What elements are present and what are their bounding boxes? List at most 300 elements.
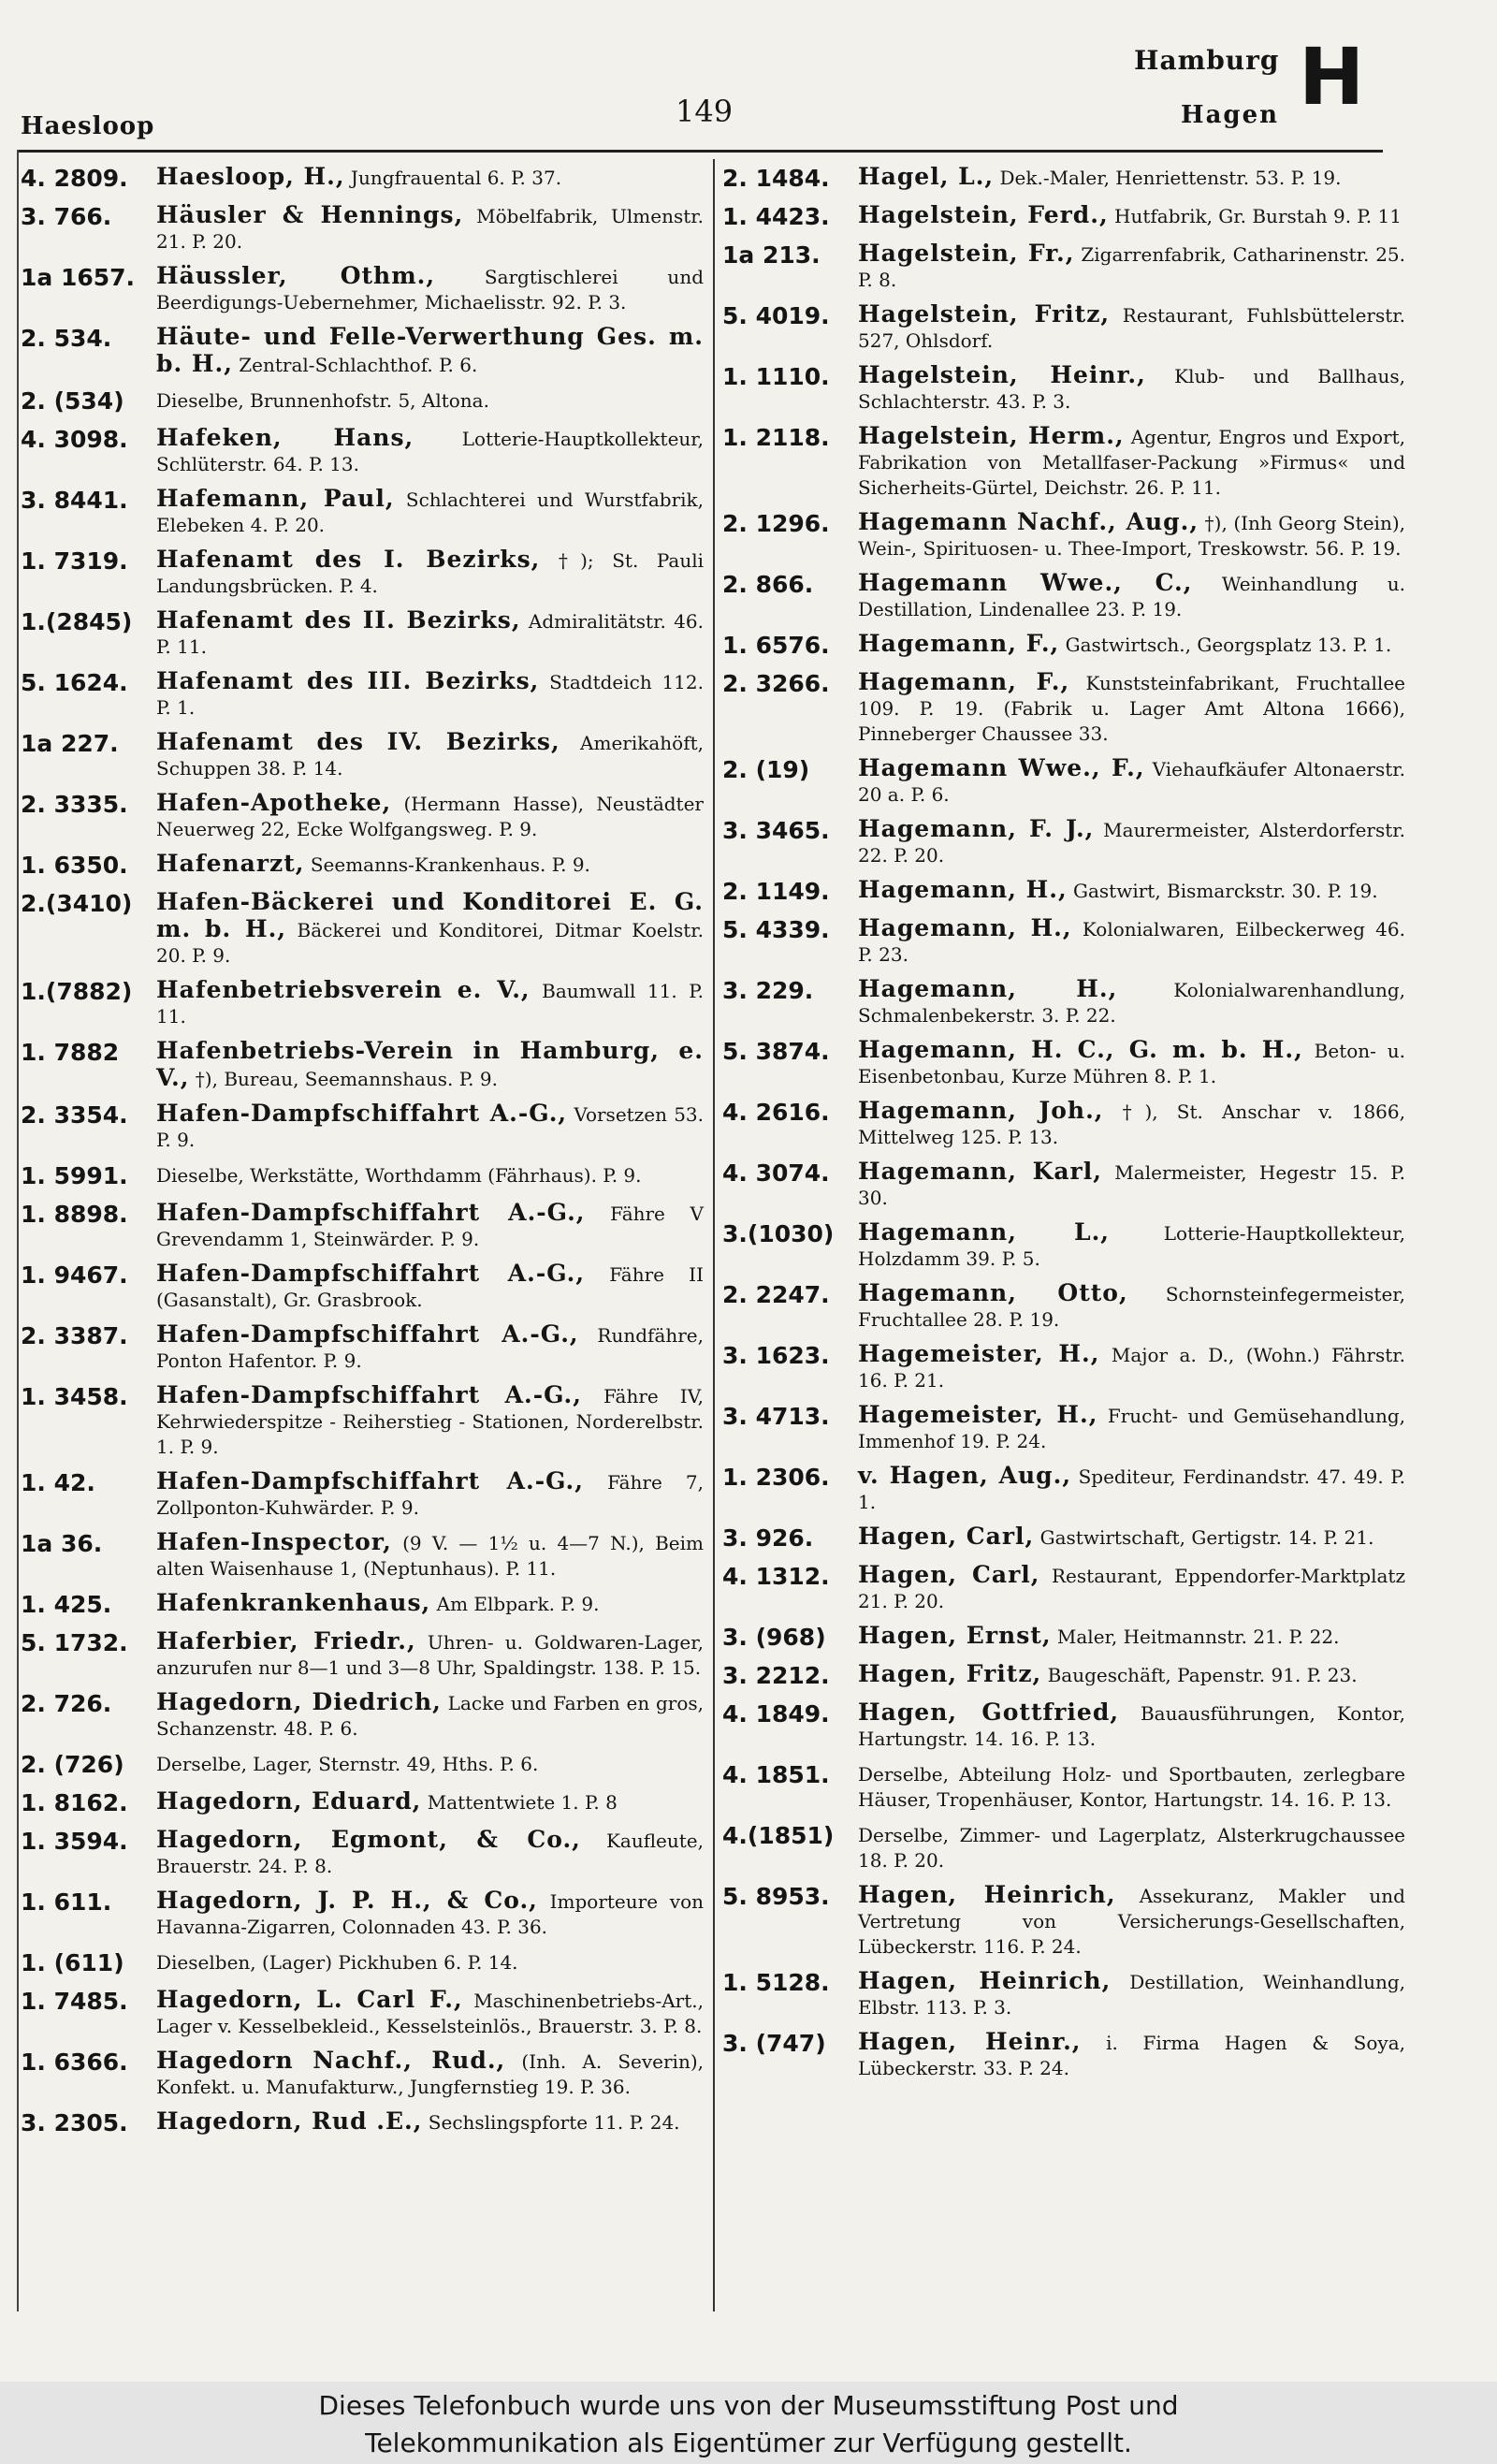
subscriber-details: Gastwirtsch., Georgsplatz 13. P. 1. (1059, 634, 1392, 656)
entry-text (858, 976, 1405, 1028)
subscriber-name: Hagelstein, Fr., (858, 240, 1075, 267)
subscriber-name: Hagedorn, Eduard, (156, 1787, 422, 1815)
phone-number: 2. 3266. (722, 670, 830, 697)
phone-number: 5. 8953. (722, 1883, 830, 1910)
header-last-entry: Hagen (1181, 101, 1280, 129)
directory-entry (21, 2048, 704, 2100)
phone-number: 4. 2616. (722, 1099, 830, 1126)
subscriber-details: Mattentwiete 1. P. 8 (421, 1791, 618, 1814)
phone-number: 4.(1851) (722, 1822, 835, 1849)
entry-text (156, 2108, 704, 2136)
entry-text (156, 1788, 704, 1815)
subscriber-name: Hagen, Gottfried, (858, 1699, 1120, 1726)
footer-notice (0, 2382, 1497, 2464)
directory-entry (21, 1161, 704, 1191)
directory-entry (722, 362, 1405, 415)
subscriber-name: Hafen-Apotheke, (156, 789, 392, 816)
entry-text (156, 386, 704, 414)
header-first-entry: Haesloop (21, 112, 155, 140)
directory-entry (722, 631, 1405, 661)
phone-number: 1. (611) (21, 1949, 124, 1976)
phone-number: 4. 1851. (722, 1761, 830, 1788)
subscriber-details: †), (Inh Georg Stein), Wein-, Spirituosen- u. Thee-Import, Treskowstr. 56. P. 19. (858, 512, 1405, 560)
directory-entry (21, 1750, 704, 1780)
subscriber-details: Klub- und Ballhaus, Schlachterstr. 43. P. 3. (858, 365, 1405, 413)
phone-number: 1a 227. (21, 730, 119, 757)
directory-entry (722, 1882, 1405, 1960)
entry-text (156, 1529, 704, 1582)
subscriber-name: Hagemann, F., (858, 630, 1060, 657)
entry-text (156, 164, 704, 191)
entry-text (156, 1468, 704, 1521)
subscriber-name: Hafen-Dampfschiffahrt A.-G., (156, 1199, 586, 1226)
entry-text (858, 301, 1405, 354)
entry-text (858, 1341, 1405, 1393)
phone-number: 1a 213. (722, 241, 821, 269)
entry-text (156, 1827, 704, 1879)
subscriber-name: Hagemann, Joh., (858, 1097, 1104, 1124)
entry-text (156, 486, 704, 538)
entry-text (858, 1037, 1405, 1089)
subscriber-details: Maurermeister, Alsterdorferstr. 22. P. 20. (858, 819, 1405, 867)
directory-entry (722, 1280, 1405, 1333)
directory-entry (21, 263, 704, 315)
entry-text (156, 1750, 704, 1777)
entry-text (156, 729, 704, 781)
subscriber-details: Kaufleute, Brauerstr. 24. P. 8. (156, 1830, 704, 1877)
subscriber-details: Hutfabrik, Gr. Burstah 9. P. 11 (1108, 205, 1402, 227)
directory-entry (21, 1628, 704, 1681)
phone-number: 2.(3410) (21, 890, 133, 917)
subscriber-name: Hafenamt des I. Bezirks, (156, 546, 541, 573)
subscriber-name: Hagen, Heinrich, (858, 1967, 1112, 1994)
subscriber-details: (9 V. — 1½ u. 4—7 N.), Beim alten Waisenhause 1, (Neptunhaus). P. 11. (156, 1532, 704, 1580)
directory-entry (21, 851, 704, 881)
subscriber-name: Hafen-Bäckerei und Konditorei E. G. m. b. H., (156, 888, 704, 942)
entry-text (156, 547, 704, 599)
phone-number: 3. (968) (722, 1624, 826, 1651)
phone-number: 1a 36. (21, 1530, 103, 1557)
subscriber-name: Hagen, Carl, (858, 1561, 1040, 1588)
entry-text (156, 1590, 704, 1617)
entry-text (858, 509, 1405, 561)
directory-entry (21, 668, 704, 721)
directory-entry (21, 164, 704, 194)
phone-number: 2. 3335. (21, 791, 128, 818)
entry-text (858, 1159, 1405, 1211)
directory-entry (722, 1821, 1405, 1874)
subscriber-name: Hagedorn, Rud .E., (156, 2107, 423, 2135)
subscriber-details: †), Bureau, Seemannshaus. P. 9. (189, 1068, 498, 1090)
directory-entry (21, 486, 704, 538)
subscriber-details: Agentur, Engros und Export, Fabrikation von Metallfaser-Packung »Firmus« und Sicherheits-Gürtel, Deichstr. 26. P. 11. (858, 426, 1406, 499)
subscriber-details: Spediteur, Ferdinandstr. 47. 49. P. 1. (858, 1465, 1405, 1513)
subscriber-name: Hafenamt des II. Bezirks, (156, 606, 521, 634)
subscriber-details: Importeure von Havanna-Zigarren, Colonnaden 43. P. 36. (156, 1890, 704, 1938)
header-city: Hamburg (1134, 45, 1280, 76)
phone-number: 2. (534) (21, 387, 124, 415)
subscriber-name: Hagelstein, Heinr., (858, 361, 1146, 388)
subscriber-details: i. Firma Hagen & Soya, Lübeckerstr. 33. P. 24. (858, 2032, 1405, 2079)
phone-number: 1. 42. (21, 1469, 95, 1496)
entry-text (858, 241, 1405, 293)
subscriber-details: Zigarrenfabrik, Catharinenstr. 25. P. 8. (858, 243, 1406, 291)
left-column (21, 164, 704, 2147)
entry-text (858, 1524, 1405, 1551)
subscriber-name: Hagelstein, Fritz, (858, 300, 1111, 328)
entry-text (858, 570, 1405, 622)
directory-entry (21, 607, 704, 660)
entry-text (858, 631, 1405, 658)
entry-text (858, 1882, 1405, 1960)
phone-number: 4. 1849. (722, 1700, 830, 1728)
subscriber-name: Hagedorn, Diedrich, (156, 1688, 442, 1715)
entry-text (156, 1382, 704, 1460)
directory-entry (722, 1402, 1405, 1454)
phone-number: 1. 8162. (21, 1789, 128, 1816)
directory-entry (21, 324, 704, 378)
directory-entry (21, 1888, 704, 1940)
entry-text (858, 202, 1405, 229)
subscriber-name: Hafenbetriebsverein e. V., (156, 976, 530, 1003)
subscriber-details: Beton- u. Eisenbetonbau, Kurze Mühren 8. P. 1. (858, 1040, 1405, 1087)
entry-text (858, 1219, 1405, 1272)
subscriber-name: Häute- und Felle-Verwerthung Ges. m. b. H., (156, 323, 704, 377)
phone-number: 1. 7319. (21, 547, 128, 575)
phone-number: 2. 3387. (21, 1322, 128, 1349)
directory-entry (722, 816, 1405, 868)
subscriber-name: Hafen-Dampfschiffahrt A.-G., (156, 1260, 586, 1287)
directory-entry (21, 1101, 704, 1153)
subscriber-details: Möbelfabrik, Ulmenstr. 21. P. 20. (156, 205, 704, 253)
phone-number: 1. 7485. (21, 1988, 128, 2015)
subscriber-name: Hagemann, L., (858, 1218, 1110, 1246)
subscriber-details: Baumwall 11. P. 11. (156, 980, 704, 1028)
directory-entry (722, 164, 1405, 194)
subscriber-name: Hafen-Dampfschiffahrt A.-G., (156, 1467, 584, 1494)
directory-entry (722, 1341, 1405, 1393)
phone-number: 1.(2845) (21, 608, 133, 635)
directory-entry (21, 1468, 704, 1521)
subscriber-details: Assekuranz, Makler und Vertretung von Versicherungs-Gesellschaften, Lübeckerstr. 116. P. 24. (858, 1885, 1405, 1958)
subscriber-name: Hagen, Fritz, (858, 1660, 1042, 1687)
phone-number: 4. 3098. (21, 426, 128, 453)
phone-number: 5. 4019. (722, 302, 830, 329)
directory-entry (722, 1463, 1405, 1515)
subscriber-name: Hafen-Dampfschiffahrt A.-G., (156, 1320, 579, 1348)
subscriber-name: Hafenamt des IV. Bezirks, (156, 728, 560, 755)
subscriber-details: Rundfähre, Ponton Hafentor. P. 9. (156, 1324, 704, 1372)
subscriber-details: Vorsetzen 53. P. 9. (156, 1103, 705, 1151)
directory-entry (722, 1623, 1405, 1653)
entry-text (156, 1261, 704, 1313)
subscriber-details: Fähre II (Gasanstalt), Gr. Grasbrook. (156, 1263, 704, 1311)
directory-entry (722, 241, 1405, 293)
entry-text (156, 202, 704, 255)
subscriber-name: Hagemann Nachf., Aug., (858, 508, 1199, 535)
subscriber-name: Hagemann, Otto, (858, 1279, 1128, 1306)
subscriber-name: Hagen, Ernst, (858, 1622, 1052, 1649)
directory-entry (21, 425, 704, 477)
subscriber-details: Dieselbe, Werkstätte, Worthdamm (Fährhaus). P. 9. (156, 1164, 642, 1187)
entry-text (156, 1628, 704, 1681)
phone-number: 5. 3874. (722, 1038, 830, 1065)
entry-text (156, 1321, 704, 1374)
subscriber-details: Destillation, Weinhandlung, Elbstr. 113. P. 3. (858, 1971, 1406, 2019)
entry-text (156, 1888, 704, 1940)
entry-text (858, 1562, 1405, 1614)
header-rule (17, 150, 1383, 153)
subscriber-details: Gastwirtschaft, Gertigstr. 14. P. 21. (1034, 1526, 1374, 1549)
subscriber-name: Hafenarzt, (156, 850, 305, 877)
subscriber-details: Restaurant, Fuhlsbüttelerstr. 527, Ohlsdorf. (858, 304, 1405, 352)
subscriber-name: Hagemann, Karl, (858, 1158, 1102, 1185)
subscriber-name: Hagedorn, Egmont, & Co., (156, 1826, 581, 1853)
directory-entry (722, 877, 1405, 907)
directory-entry (722, 202, 1405, 232)
phone-number: 1. 5128. (722, 1969, 830, 1996)
subscriber-details: Kolonialwarenhandlung, Schmalenbekerstr. 3. P. 22. (858, 979, 1405, 1027)
subscriber-details: Restaurant, Eppendorfer-Marktplatz 21. P. 20. (858, 1565, 1405, 1612)
phone-number: 5. 4339. (722, 916, 830, 943)
entry-text (858, 755, 1405, 808)
left-border-rule (17, 150, 19, 2311)
directory-entry (21, 547, 704, 599)
footer-line-2: Telekommunikation als Eigentümer zur Verfügung gestellt. (365, 2428, 1132, 2458)
subscriber-details: Gastwirt, Bismarckstr. 30. P. 19. (1067, 880, 1378, 902)
subscriber-name: Hagen, Heinrich, (858, 1881, 1116, 1908)
phone-number: 4. 2809. (21, 165, 128, 192)
subscriber-name: Hafenamt des III. Bezirks, (156, 667, 540, 694)
subscriber-details: Sechslingspforte 11. P. 24. (422, 2111, 680, 2134)
directory-entry (722, 755, 1405, 808)
subscriber-details: Zentral-Schlachthof. P. 6. (232, 354, 478, 376)
footer-line-1: Dieses Telefonbuch wurde uns von der Museumsstiftung Post und (318, 2390, 1179, 2421)
directory-entry (722, 1524, 1405, 1553)
entry-text (156, 1987, 704, 2039)
section-letter: H (1299, 31, 1365, 123)
phone-number: 2. (726) (21, 1751, 124, 1778)
subscriber-name: Hagel, L., (858, 163, 995, 190)
subscriber-details: Lacke und Farben en gros, Schanzenstr. 48. P. 6. (156, 1692, 705, 1740)
directory-entry (21, 1590, 704, 1620)
subscriber-details: Weinhandlung u. Destillation, Lindenallee 23. P. 19. (858, 573, 1405, 620)
directory-entry (722, 1661, 1405, 1691)
phone-number: 3. 229. (722, 977, 814, 1004)
subscriber-details: †); St. Pauli Landungsbrücken. P. 4. (156, 549, 704, 597)
directory-entry (21, 1038, 704, 1092)
directory-entry (722, 1037, 1405, 1089)
subscriber-name: Hagemann, F. J., (858, 815, 1095, 842)
subscriber-name: Haferbier, Friedr., (156, 1627, 416, 1655)
subscriber-details: Malermeister, Hegestr 15. P. 30. (858, 1161, 1406, 1209)
subscriber-details: Derselbe, Abteilung Holz- und Sportbauten, zerlegbare Häuser, Tropenhäuser, Kontor, Hartungstr. 14. 16. P. 13. (858, 1763, 1405, 1811)
subscriber-details: Kunststeinfabrikant, Fruchtallee 109. P. 19. (Fabrik u. Lager Amt Altona 1666), Pinneberger Chaussee 33. (858, 672, 1405, 745)
directory-entry (21, 1948, 704, 1978)
directory-entry (722, 1159, 1405, 1211)
directory-entry (21, 889, 704, 969)
entry-text (156, 1689, 704, 1742)
directory-entry (722, 570, 1405, 622)
directory-entry (722, 1699, 1405, 1752)
subscriber-name: Haesloop, H., (156, 163, 345, 190)
entry-text (156, 263, 704, 315)
phone-number: 3. 2212. (722, 1662, 830, 1689)
entry-text (858, 1760, 1405, 1813)
subscriber-details: Baugeschäft, Papenstr. 91. P. 23. (1041, 1664, 1358, 1686)
subscriber-name: Hagemann Wwe., F., (858, 754, 1145, 781)
phone-number: 1. 8898. (21, 1201, 128, 1228)
subscriber-name: Hagemeister, H., (858, 1340, 1100, 1367)
subscriber-details: Maschinenbetriebs-Art., Lager v. Kesselbekleid., Kesselsteinlös., Brauerstr. 3. P. 8. (156, 1990, 704, 2037)
subscriber-details: Derselbe, Lager, Sternstr. 49, Hths. P. 6. (156, 1753, 539, 1775)
directory-entry (21, 1321, 704, 1374)
subscriber-details: Uhren- u. Goldwaren-Lager, anzurufen nur 8—1 und 3—8 Uhr, Spaldingstr. 138. P. 15. (156, 1631, 704, 1679)
entry-text (858, 669, 1405, 747)
entry-text (858, 1098, 1405, 1150)
subscriber-details: Dieselben, (Lager) Pickhuben 6. P. 14. (156, 1951, 518, 1974)
phone-number: 4. 1312. (722, 1563, 830, 1590)
phone-number: 2. 866. (722, 571, 814, 598)
entry-text (156, 425, 704, 477)
phone-number: 1. 2118. (722, 424, 830, 451)
directory-entry (21, 202, 704, 255)
entry-text (858, 915, 1405, 968)
subscriber-details: Dieselbe, Brunnenhofstr. 5, Altona. (156, 389, 489, 412)
entry-text (858, 816, 1405, 868)
phone-number: 1. 611. (21, 1888, 112, 1916)
phone-number: 1. 4423. (722, 203, 830, 230)
subscriber-details: Frucht- und Gemüsehandlung, Immenhof 19. P. 24. (858, 1405, 1405, 1452)
subscriber-details: Derselbe, Zimmer- und Lagerplatz, Alsterkrugchaussee 18. P. 20. (858, 1824, 1405, 1872)
entry-text (156, 977, 704, 1029)
entry-text (156, 889, 704, 969)
directory-entry (722, 423, 1405, 501)
phone-number: 1. 2306. (722, 1464, 830, 1491)
subscriber-details: Maler, Heitmannstr. 21. P. 22. (1051, 1626, 1340, 1648)
entry-text (156, 1200, 704, 1252)
phone-number: 2. 3354. (21, 1101, 128, 1129)
phone-number: 1. 425. (21, 1591, 112, 1618)
directory-entry (21, 1261, 704, 1313)
phone-number: 3. 1623. (722, 1342, 830, 1369)
subscriber-details: Schornsteinfegermeister, Fruchtallee 28. P. 19. (858, 1283, 1405, 1331)
phone-number: 3. 766. (21, 203, 112, 230)
directory-entry (722, 1219, 1405, 1272)
subscriber-details: Kolonialwaren, Eilbeckerweg 46. P. 23. (858, 918, 1405, 966)
subscriber-name: Hagemann, H., (858, 876, 1068, 903)
subscriber-details: Fähre V Grevendamm 1, Steinwärder. P. 9. (156, 1203, 704, 1250)
directory-entry (722, 1098, 1405, 1150)
subscriber-details: Seemanns-Krankenhaus. P. 9. (304, 853, 590, 876)
phone-number: 3.(1030) (722, 1220, 835, 1247)
subscriber-details: Am Elbpark. P. 9. (430, 1593, 600, 1615)
subscriber-name: Hafenbetriebs-Verein in Hamburg, e. V., (156, 1037, 704, 1091)
directory-entry (21, 1827, 704, 1879)
phone-number: 3. 2305. (21, 2109, 128, 2136)
directory-entry (21, 1529, 704, 1582)
subscriber-details: (Inh. A. Severin), Konfekt. u. Manufakturw., Jungfernstieg 19. P. 36. (156, 2050, 704, 2098)
subscriber-name: Hagedorn Nachf., Rud., (156, 2047, 506, 2074)
directory-entry (21, 1689, 704, 1742)
subscriber-details: (Hermann Hasse), Neustädter Neuerweg 22, Ecke Wolfgangsweg. P. 9. (156, 793, 704, 840)
entry-text (156, 1038, 704, 1092)
subscriber-name: Hafemann, Paul, (156, 485, 395, 512)
entry-text (156, 790, 704, 842)
directory-entry (722, 976, 1405, 1028)
entry-text (858, 1699, 1405, 1752)
phone-number: 4. 3074. (722, 1159, 830, 1187)
directory-entry (21, 729, 704, 781)
entry-text (156, 1948, 704, 1976)
entry-text (156, 1101, 704, 1153)
phone-number: 1. 6366. (21, 2048, 128, 2076)
subscriber-name: Häussler, Othm., (156, 262, 436, 289)
directory-entry (722, 301, 1405, 354)
page-header (0, 0, 1497, 159)
directory-entry (722, 915, 1405, 968)
subscriber-name: Hafen-Dampfschiffahrt A.-G., (156, 1381, 582, 1408)
entry-text (156, 324, 704, 378)
entry-text (858, 1402, 1405, 1454)
phone-number: 1. 6576. (722, 632, 830, 659)
subscriber-details: Admiralitätstr. 46. P. 11. (156, 610, 704, 658)
phone-number: 1. 3458. (21, 1383, 128, 1410)
entry-text (858, 1280, 1405, 1333)
entry-text (156, 607, 704, 660)
subscriber-details: Stadtdeich 112. P. 1. (156, 671, 704, 719)
phone-number: 1a 1657. (21, 264, 136, 291)
subscriber-details: Schlachterei und Wurstfabrik, Elebeken 4. P. 20. (156, 488, 704, 536)
subscriber-details: †), St. Anschar v. 1866, Mittelweg 125. P. 13. (858, 1101, 1405, 1148)
entry-text (858, 1463, 1405, 1515)
directory-entry (21, 1788, 704, 1818)
subscriber-name: Hagemeister, H., (858, 1401, 1098, 1428)
phone-number: 1. 9467. (21, 1261, 128, 1289)
directory-entry (21, 790, 704, 842)
phone-number: 1. 7882 (21, 1039, 120, 1066)
phone-number: 1. 1110. (722, 363, 830, 390)
subscriber-details: Viehaufkäufer Altonaerstr. 20 a. P. 6. (858, 758, 1405, 806)
subscriber-details: Amerikahöft, Schuppen 38. P. 14. (156, 732, 704, 780)
subscriber-name: Hagemann, H., (858, 914, 1072, 941)
phone-number: 2. 1484. (722, 165, 830, 192)
entry-text (858, 1821, 1405, 1874)
subscriber-name: Hagen, Carl, (858, 1523, 1035, 1550)
phone-number: 3. 8441. (21, 487, 128, 514)
subscriber-details: Dek.-Maler, Henriettenstr. 53. P. 19. (994, 167, 1342, 189)
subscriber-name: Hagemann Wwe., C., (858, 569, 1193, 596)
phone-number: 2. 534. (21, 325, 112, 352)
entry-text (858, 1661, 1405, 1688)
directory-entry (21, 1200, 704, 1252)
phone-number: 2. 726. (21, 1690, 112, 1717)
directory-entry (21, 977, 704, 1029)
entry-text (156, 1161, 704, 1188)
subscriber-name: Hagelstein, Herm., (858, 422, 1125, 449)
subscriber-details: Lotterie-Hauptkollekteur, Schlüterstr. 64. P. 13. (156, 428, 704, 475)
entry-text (156, 668, 704, 721)
phone-number: 1. 5991. (21, 1162, 128, 1189)
subscriber-name: Hagedorn, J. P. H., & Co., (156, 1887, 538, 1914)
subscriber-details: Bauausführungen, Kontor, Hartungstr. 14. 16. P. 13. (858, 1702, 1405, 1750)
subscriber-name: Hafen-Inspector, (156, 1528, 392, 1555)
subscriber-name: Hagedorn, L. Carl F., (156, 1986, 463, 2013)
phone-number: 3. 3465. (722, 817, 830, 844)
phone-number: 2. 2247. (722, 1281, 830, 1308)
phone-number: 1.(7882) (21, 978, 133, 1005)
subscriber-name: Hagemann, H. C., G. m. b. H., (858, 1036, 1303, 1063)
